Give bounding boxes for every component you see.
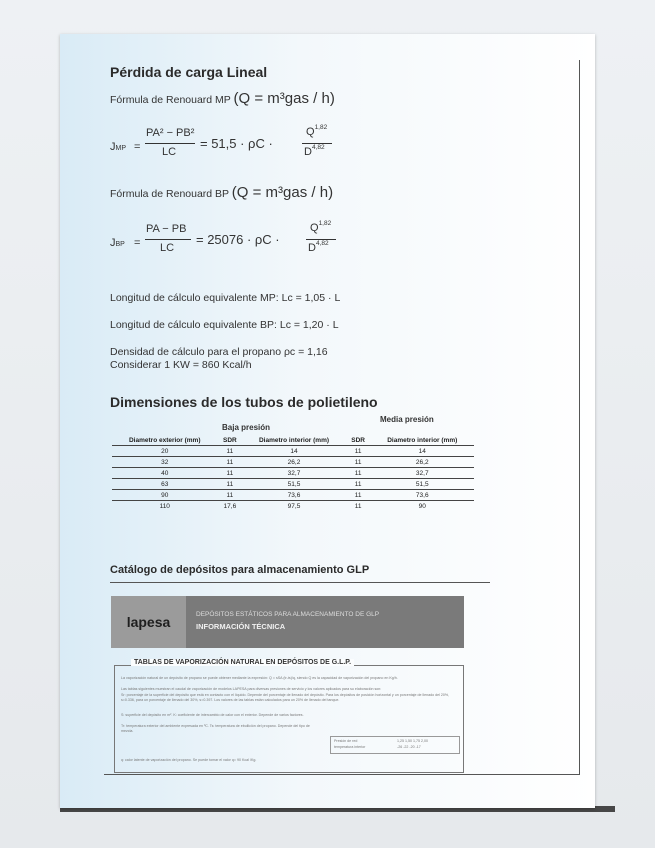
formula-mp-d: D$^{4,82}$ [304,144,325,158]
formula-bp-heading [110,184,333,201]
tubes-table-header [112,436,474,446]
table-row: 63 11 51,5 11 51,5 [112,479,474,490]
fine-text-5: Tr: temperatura exterior del ambiente expresada en ºC. Ts: temperatura de ebullición del propano. Depende del tipo de mezcla. [121,724,310,733]
col-sdr-mid: SDR [351,437,365,444]
group-low-pressure: Baja presión [222,423,271,432]
density-note: Densidad de cálculo para el propano ρc = 1,16 [110,346,328,358]
formula-mp-numerator: PA² − PB² [146,127,195,139]
formula-mp-label: Fórmula de Renouard MP [110,94,231,106]
formula-mp: JMP = PA² − PB² LC = 51,5 · ρC · Q$^{1,82}$ D$^{4,82}$ [110,124,410,170]
flow-unit-bp: (Q = m³gas / h) [231,184,334,201]
formula-bp: JBP = PA − PB LC = 25076 · ρC · Q$^{1,82}$ D$^{4,82}$ [110,220,410,266]
conversion-note: Considerar 1 KW = 860 Kcal/h [110,359,252,371]
section-title-head-loss: Pérdida de carga Lineal [110,64,268,80]
group-mid-pressure: Media presión [380,415,434,424]
formula-mp-fraction-line [145,143,195,144]
page-content [104,60,580,775]
formula-bp-denominator: LC [160,242,175,254]
formula-bp-fraction-line [145,239,191,240]
length-bp: Longitud de cálculo equivalente BP: Lc = 1,20 · L [110,319,339,331]
formula-bp-coefficient: = 25076 · ρC · [196,232,280,247]
formula-bp-numerator: PA − PB [146,223,187,235]
document-page [60,34,595,808]
formula-bp-label: Fórmula de Renouard BP [110,188,229,200]
fine-text-1: La vaporización natural de un depósito de propano se puede obtener mediante la expresión: Q = sSA (tr-ts)/q, siendo Q es la capacidad de vaporización del propano en Kg/h. [121,676,398,680]
flow-unit-mp: (Q = m³gas / h) [233,90,335,107]
length-mp: Longitud de cálculo equivalente MP: Lc = 1,05 · L [110,292,341,304]
fine-text-4: S: superficie del depósito en m². K: coeficiente de intercambio de calor con el exterior. Depende de varios factores. [121,713,304,717]
col-outer-diameter: Diametro exterior (mm) [128,437,201,444]
vaporization-box-title: TABLAS DE VAPORIZACIÓN NATURAL EN DEPÓSITOS DE G.L.P. [131,659,354,666]
formula-mp-heading [110,90,335,107]
table-row: 20 11 14 11 14 [112,446,474,457]
section-divider [110,582,490,583]
section-title-tubes: Dimensiones de los tubos de polietileno [110,394,378,410]
formula-bp-q: Q$^{1,82}$ [310,220,332,234]
col-sdr-low: SDR [223,437,237,444]
col-inner-diameter-mid: Diametro interior (mm) [387,437,458,444]
section-title-catalog: Catálogo de depósitos para almacenamiento GLP [110,564,370,576]
band-title: INFORMACIÓN TÉCNICA [196,622,286,631]
formula-bp-d: D$^{4,82}$ [308,240,329,254]
mini-pressure-table: Presión de red temperatura interior 1,25 1,50 1,75 2,00 -26 -22 -20 -17 [330,736,460,754]
band-subtitle: DEPÓSITOS ESTÁTICOS PARA ALMACENAMIENTO DE GLP [196,611,380,618]
formula-mp-denominator: LC [162,146,177,158]
formula-mp-lhs: JMP [110,141,126,153]
tubes-table [112,436,474,511]
fine-text-2: Las tablas siguientes muestran el caudal de vaporización de modelos LAPESA para diversas presiones de servicio y los valores aplicados para su elaboración son: [121,687,382,691]
table-row: 90 11 73,6 11 73,6 [112,490,474,501]
fine-text-3: Sr: porcentaje de la superficie del depósito que está en contacto con el líquido. Depende del porcentaje de llenado del depósito. Para los depósitos de posición horizontal y un porcentaje de llenado del 20%, s=0.336, para un porcentaje de llenado del 30%, s=0.397. Los valores de las tablas están calculados para un 20% de llenado del tanque. [121,693,450,702]
table-row: 110 17,6 97,5 11 90 [112,501,474,512]
lapesa-logo: lapesa [111,596,186,648]
fine-text-6: q: calor latente de vaporización del propano. Se puede tomar el valor q= 90 Kcal /Kg. [121,758,257,762]
formula-bp-lhs: JBP [110,237,125,249]
vaporization-box [114,659,464,773]
col-inner-diameter-low: Diametro interior (mm) [258,437,330,444]
formula-mp-coefficient: = 51,5 · ρC · [200,136,273,151]
table-row: 32 11 26,2 11 26,2 [112,457,474,468]
formula-mp-q: Q$^{1,82}$ [306,124,328,138]
table-row: 40 11 32,7 11 32,7 [112,468,474,479]
